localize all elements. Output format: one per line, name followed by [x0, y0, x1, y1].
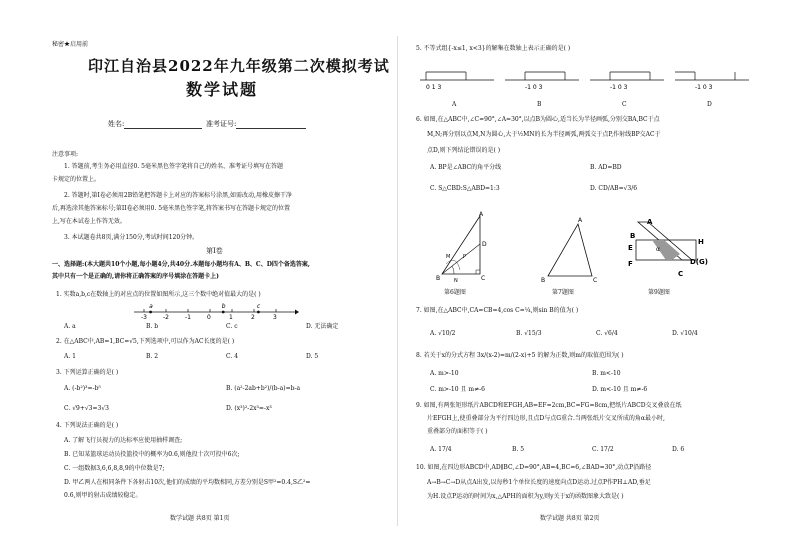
notice-item: 卡规定的位置上。	[52, 176, 101, 183]
q1-tick-label: 2	[251, 314, 255, 320]
question-1: 1. 实数a,b,c在数轴上的对应点的位置如图所示,这三个数中绝对值最大的是( )	[56, 291, 261, 298]
fig9-label-a: A	[647, 218, 653, 226]
q7-option-b[interactable]: B. √15/3	[516, 330, 542, 337]
page-footer-left: 数学试题 共8页 第1页	[170, 515, 230, 522]
q9-option-a[interactable]: A. 17/4	[430, 446, 452, 453]
q8-option-c[interactable]: C. m>-10 且 m≠-6	[430, 386, 485, 393]
fig9-label-alpha: α	[656, 246, 660, 253]
fig6-label-c: C	[481, 275, 486, 282]
fig6-label-n: N	[454, 278, 458, 284]
q5-tick-labels: -1 0 3	[525, 84, 543, 91]
fig7-label-b: B	[541, 277, 546, 284]
q4-option-c[interactable]: C. 一组数据3,6,6,8,8,9的中位数是7;	[64, 465, 165, 472]
q4-option-d[interactable]: D. 甲乙两人在相同条件下各射击10次,他们的成绩的平均数相同,方差分别是S甲²=0.4,S乙²=	[64, 479, 311, 486]
fig9-label-e: E	[628, 244, 633, 252]
q1-tick-label: 1	[229, 314, 233, 320]
q5-tick-labels: 0 1 3	[426, 84, 442, 91]
q9-option-b[interactable]: B. 5	[512, 446, 525, 453]
fig9-label-f: F	[628, 260, 633, 268]
q1-tick-label: -3	[141, 314, 147, 320]
q1-tick-label: 3	[273, 314, 277, 320]
fig9-label-h: H	[698, 238, 704, 246]
q5-number-lines	[418, 64, 758, 100]
q1-point-label: b	[221, 303, 226, 310]
q7-option-d[interactable]: D. √10/4	[672, 330, 698, 337]
q2-option-a[interactable]: A. 1	[64, 353, 76, 360]
q5-tick-labels: -1 0 3	[695, 84, 713, 91]
q2-option-d[interactable]: D. 5	[306, 353, 319, 360]
q5-option-b[interactable]: B	[537, 101, 542, 108]
q7-option-a[interactable]: A. √10/2	[430, 330, 456, 337]
q2-option-b[interactable]: B. 2	[146, 353, 159, 360]
q5-tick-labels: -1 0 3	[610, 84, 628, 91]
q6-option-b[interactable]: B. AD=BD	[590, 164, 622, 171]
q3-option-d[interactable]: D. (x³)²-2x³=-x³	[226, 405, 272, 412]
q1-point	[149, 311, 152, 314]
fig6-label-p: P	[463, 254, 467, 260]
q4-option-b[interactable]: B. 已知某篮球运动员投篮投中的概率为0.6,则他投十次可投中6次;	[64, 451, 240, 458]
question-6-cont: 点D,则下列结论错误的是( )	[427, 147, 501, 154]
notice-item: 后,再选涂其他答案标号;第II卷必须用0. 5毫米黑色签字笔,将答案书写在答题卡规定的位置	[52, 205, 291, 212]
fig7-caption: 第7题图	[552, 289, 574, 296]
question-2: 2. 在△ABC中,AB=1,BC=√5,下列选项中,可以作为AC长度的是( )	[56, 338, 235, 345]
figure-9	[622, 218, 710, 284]
q1-option-a[interactable]: A. a	[64, 323, 76, 330]
q1-point	[222, 311, 225, 314]
question-10: 10. 如图,在四边形ABCD中,AD∥BC,∠D=90°,AB=4,BC=6,∠BAD=30°,动点P沿路径	[416, 464, 652, 471]
q1-point-label: c	[256, 303, 261, 310]
q3-option-c[interactable]: C. √9+√3=3√3	[64, 405, 109, 412]
name-input-line[interactable]	[124, 120, 202, 129]
q2-option-c[interactable]: C. 4	[226, 353, 239, 360]
question-6: 6. 如图,在△ABC中,∠C=90°,∠A=30°,以点B为圆心,适当长为半径画弧,分别交BA,BC于点	[416, 116, 660, 123]
q1-number-line	[130, 302, 300, 320]
fig6-label-b: B	[436, 275, 441, 282]
fig7-label-c: C	[593, 277, 598, 284]
section-intro: 一、选择题:(本大题共10个小题,每小题4分,共40分.本题每小题均有A、B、C、D四个备选答案,	[52, 261, 310, 268]
section-intro: 其中只有一个是正确的,请你将正确答案的序号填涂在答题卡上)	[52, 273, 219, 280]
fig9-label-b: B	[630, 232, 636, 240]
figure-7	[540, 214, 606, 286]
q9-option-d[interactable]: D. 6	[672, 446, 685, 453]
fig6-label-m: M	[446, 254, 451, 260]
fig7-label-a: A	[578, 217, 583, 224]
question-9: 9. 如图,有两张矩形纸片ABCD和EFGH,AB=EF=2cm,BC=FG=8cm,把纸片ABCD交叉叠放在纸	[416, 402, 682, 409]
q3-option-b[interactable]: B. (a²-2ab+b²)/(b-a)=b-a	[226, 385, 301, 392]
q8-option-a[interactable]: A. m>-10	[430, 370, 459, 377]
section-title: 第I卷	[206, 247, 223, 255]
question-4: 4. 下列说法正确的是( )	[56, 422, 119, 429]
fig6-label-d: D	[482, 241, 487, 248]
fig6-label-a: A	[479, 211, 484, 218]
question-6-cont: M,N;再分别以点M,N为圆心,大于½MN的长为半径画弧,两弧交于点P,作射线BP交AC于	[427, 131, 661, 138]
question-3: 3. 下列运算正确的是( )	[56, 369, 119, 376]
q1-tick-label: -1	[185, 314, 191, 320]
ticket-label: 准考证号:	[206, 120, 237, 128]
q1-tick-label: 0	[207, 314, 211, 320]
q4-option-a[interactable]: A. 了解飞行员视力的达标率应使用抽样调查;	[64, 437, 183, 444]
notice-item: 2. 答题时,第I卷必须用2B铅笔把答题卡上对应的答案标号涂黑,如需改动,用橡皮擦干净	[64, 192, 292, 199]
notice-title: 注意事项:	[52, 151, 79, 158]
notice-item: 3. 本试题卷共8页,满分150分,考试时间120分钟。	[64, 234, 199, 241]
name-field[interactable]	[108, 119, 202, 129]
exam-title: 印江自治县2022年九年级第二次模拟考试	[88, 57, 390, 75]
question-10-cont: 为H.设点P运动的时间为x,△APH的面积为y,则y关于x的函数图象大致是( )	[427, 493, 624, 500]
q7-option-c[interactable]: C. √6/4	[596, 330, 618, 337]
ticket-field[interactable]	[206, 119, 306, 129]
notice-item: 1. 答题前,考生务必用直径0. 5毫米黑色签字笔将自己的姓名、准考证号填写在答题	[64, 163, 283, 170]
question-8: 8. 若关于x的分式方程 3x/(x-2)=m/(2-x)+5 的解为正数,则m的取值范围为( )	[416, 352, 624, 359]
q8-option-b[interactable]: B. m<-10	[592, 370, 621, 377]
q9-option-c[interactable]: C. 17/2	[592, 446, 614, 453]
question-9-cont: 片EFGH上,使重叠部分为平行四边形,且点D与点G重合.当两张纸片交叉所成的角α最小时,	[427, 415, 665, 422]
q6-option-d[interactable]: D. CD/AB=√3/6	[590, 185, 638, 192]
fig9-label-dg: D(G)	[690, 258, 708, 266]
notice-item: 上,写在本试卷上作答无效。	[52, 218, 126, 225]
q1-option-b[interactable]: B. b	[146, 323, 159, 330]
q5-option-c[interactable]: C	[622, 101, 627, 108]
q1-option-c[interactable]: C. c	[226, 323, 238, 330]
q5-option-d[interactable]: D	[707, 101, 712, 108]
question-5: 5. 不等式组{-x≤1, x<3}的解集在数轴上表示正确的是( )	[416, 45, 571, 52]
page-footer-right: 数学试题 共8页 第2页	[540, 515, 600, 522]
ticket-input-line[interactable]	[236, 120, 306, 129]
fig9-caption: 第9题图	[648, 289, 670, 296]
q1-tick-label: -2	[163, 314, 169, 320]
fig6-caption: 第6题图	[444, 289, 466, 296]
q6-option-c[interactable]: C. S△CBD:S△ABD=1:3	[430, 185, 500, 192]
fig9-label-c: C	[678, 270, 684, 278]
question-10-cont: A→B→C→D从点A出发,以每秒1个单位长度的速度向点D运动.过点P作PH⊥AD,垂足	[427, 479, 651, 486]
q1-option-d[interactable]: D. 无法确定	[306, 323, 339, 330]
question-7: 7. 如图,在△ABC中,CA=CB=4,cos C=¼,则sin B的值为( )	[416, 307, 579, 314]
q1-point	[257, 311, 260, 314]
name-label: 姓名:	[108, 120, 125, 128]
q4-option-d-cont: 0.6,则甲的射击成绩较稳定。	[64, 492, 142, 499]
q6-option-a[interactable]: A. BP是∠ABC的角平分线	[430, 164, 502, 171]
secret-label: 秘密★启用前	[52, 41, 89, 48]
figure-6	[436, 210, 496, 286]
q8-option-d[interactable]: D. m<-10 且 m≠-6	[592, 386, 648, 393]
q1-point-label: a	[149, 303, 153, 310]
q5-option-a[interactable]: A	[452, 101, 457, 108]
exam-subtitle: 数学试题	[186, 80, 259, 99]
question-9-cont: 重叠部分的面积等于( )	[427, 428, 488, 435]
q3-option-a[interactable]: A. (-b²)³=-b⁵	[64, 385, 101, 392]
page-divider	[397, 36, 398, 526]
